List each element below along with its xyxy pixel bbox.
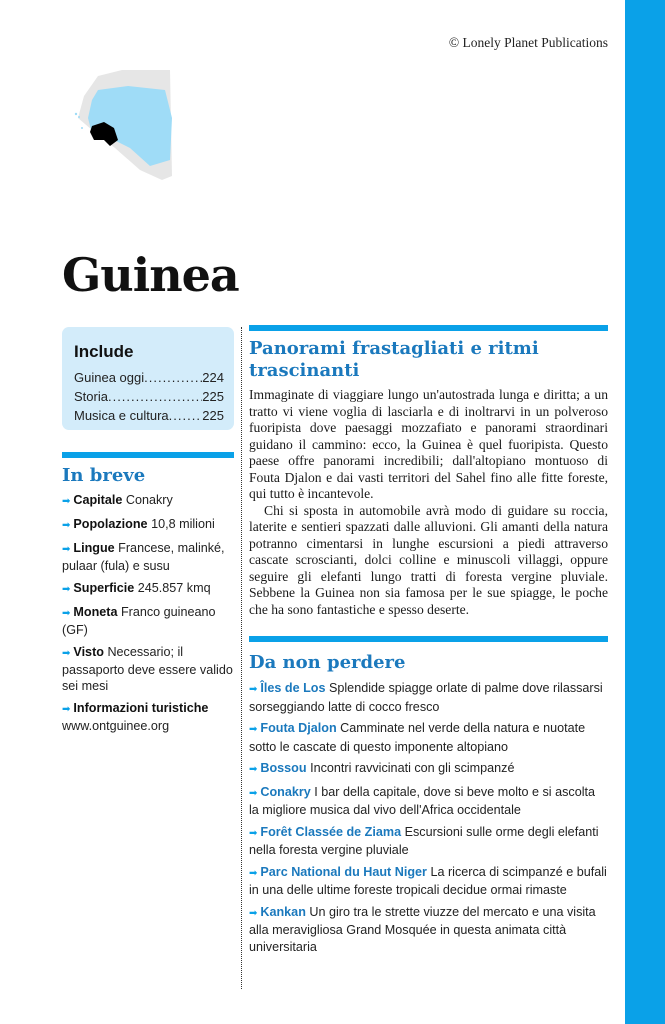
tourism-link[interactable]: www.ontguinee.org <box>62 719 170 733</box>
intro-paragraph: Immaginate di viaggiare lungo un'autostrada lunga e diritta; a un tratto vi viene voglia di lasciarla e di inoltrarvi in un polveroso fuoripista dove paesaggi mozzafiato e panorami straordinari guidano il cammino: ecco, la Guinea è quel fuoripista. Questo paese offre panorami incredibili; dall'altopiano montuoso di Fouta Djalon e dai vasti territori del Sahel fino alle fitte foreste, qui tutto è incantevole. <box>249 387 608 501</box>
section-rule <box>249 636 608 642</box>
highlight-item: ➡ Îles de Los Splendide spiagge orlate di palme dove rilassarsi sorseggiando latte di cocco fresco <box>249 681 603 714</box>
arrow-icon: ➡ <box>62 648 71 659</box>
highlight-item: ➡ Forêt Classée de Ziama Escursioni sulle orme degli elefanti nella foresta vergine pluviale <box>249 824 599 857</box>
copyright-notice: © Lonely Planet Publications <box>448 35 608 50</box>
fact-item: ➡ Informazioni turistiche www.ontguinee.org <box>62 701 209 733</box>
fact-item: ➡ Superficie 245.857 kmq <box>62 581 211 595</box>
arrow-icon: ➡ <box>62 520 71 531</box>
fact-item: ➡ Lingue Francese, malinké, pulaar (fula) e susu <box>62 541 225 573</box>
arrow-icon: ➡ <box>249 724 258 735</box>
highlight-item: ➡ Fouta Djalon Camminate nel verde della natura e nuotate sotto le cascate di questo imponente altopiano <box>249 721 586 754</box>
intro-paragraph: Chi si sposta in automobile avrà modo di guidare su roccia, laterite e sentieri spazzati dalle alluvioni. Gli amanti della natura potranno cimentarsi in lunghe escursioni a piedi attraverso cascate scroscianti, dolci colline e minuscoli villaggi, oppure seguire gli elefanti lungo tratti di foresta vergine pluviale. Sebbene la Guinea non sia famosa per le sue spiagge, le poche che ha sono fantastiche e spesso deserte. <box>249 502 608 617</box>
arrow-icon: ➡ <box>62 496 71 507</box>
column-divider <box>241 327 242 989</box>
section-rule <box>249 325 608 331</box>
chapter-tab-bar <box>625 0 665 1024</box>
arrow-icon: ➡ <box>249 764 258 775</box>
highlights-section <box>249 636 608 955</box>
include-box <box>62 327 234 430</box>
arrow-icon: ➡ <box>249 827 258 839</box>
highlights-title: Da non perdere <box>249 652 406 673</box>
fact-item: ➡ Capitale Conakry <box>62 493 173 507</box>
arrow-icon: ➡ <box>249 867 258 879</box>
include-item[interactable]: Storia ..... 225 <box>74 387 224 406</box>
include-item[interactable]: Guinea oggi ..... 224 <box>74 368 224 387</box>
section-rule <box>62 452 234 458</box>
include-item[interactable]: Musica e cultura ..... 225 <box>74 406 224 425</box>
in-breve-title: In breve <box>62 465 146 486</box>
arrow-icon: ➡ <box>62 608 71 619</box>
arrow-icon: ➡ <box>249 684 258 695</box>
africa-locator-map <box>70 68 180 193</box>
fact-item: ➡ Visto Necessario; il passaporto deve essere valido sei mesi <box>62 645 233 693</box>
arrow-icon: ➡ <box>249 787 258 799</box>
intro-section <box>249 325 608 618</box>
highlight-item: ➡ Conakry I bar della capitale, dove si beve molto e si ascolta la migliore musica dal vivo dell'Africa occidentale <box>249 784 596 817</box>
arrow-icon: ➡ <box>249 907 258 919</box>
main-column <box>249 325 608 960</box>
in-breve-section <box>62 452 234 740</box>
page-title: Guinea <box>62 248 239 302</box>
highlight-item: ➡ Bossou Incontri ravvicinati con gli scimpanzé <box>249 761 515 775</box>
arrow-icon: ➡ <box>62 544 71 555</box>
arrow-icon: ➡ <box>62 584 71 595</box>
fact-item: ➡ Popolazione 10,8 milioni <box>62 517 215 531</box>
include-title: Include <box>74 342 134 361</box>
fact-item: ➡ Moneta Franco guineano (GF) <box>62 605 216 637</box>
highlight-item: ➡ Kankan Un giro tra le strette viuzze del mercato e una visita alla meravigliosa Grand Mosquée in questa animata città universitaria <box>249 904 596 954</box>
highlight-item: ➡ Parc National du Haut Niger La ricerca di scimpanzé e bufali in una delle ultime foreste tropicali decidue ormai rimaste <box>249 864 607 897</box>
arrow-icon: ➡ <box>62 704 71 715</box>
intro-title: Panorami frastagliati e ritmi trascinanti <box>249 338 539 381</box>
